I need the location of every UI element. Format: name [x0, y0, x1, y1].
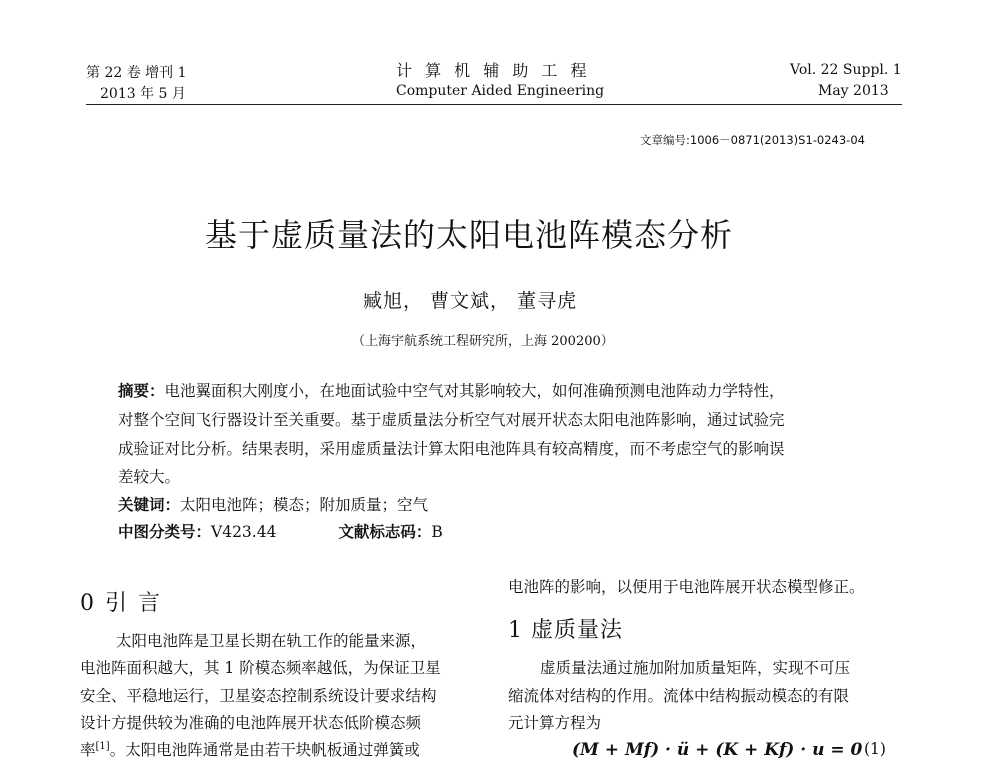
article-number: 文章编号:1006－0871(2013)S1-0243-04: [640, 133, 865, 147]
journal-date-en: May 2013: [818, 83, 889, 99]
section-0-line-5: [80, 738, 420, 760]
journal-volume-en: Vol. 22 Suppl. 1: [790, 62, 902, 78]
header-rule: [86, 104, 902, 105]
doc-code-label: 文献标志码：: [338, 523, 432, 541]
section-0-heading: 0 引 言: [80, 591, 162, 616]
section-0-line-5-end: 。太阳电池阵通常是由若干块帆板通过弹簧或: [109, 741, 420, 759]
keywords-text: 太阳电池阵；模态；附加质量；空气: [180, 496, 429, 514]
paper-title: 基于虚质量法的太阳电池阵模态分析: [205, 216, 734, 254]
keywords-label: 关键词：: [118, 496, 181, 514]
journal-name-en: Computer Aided Engineering: [396, 83, 605, 99]
equation-1: (M + Mf) · ü + (K + Kf) · u = 0: [572, 740, 863, 760]
abstract-label: 摘要：: [118, 382, 165, 400]
section-0-line-2: 电池阵面积越大，其 1 阶模态频率越低，为保证卫星: [80, 659, 441, 677]
abstract-text-2: 对整个空间飞行器设计至关重要。基于虚质量法分析空气对展开状态太阳电池阵影响，通过试验完: [118, 411, 785, 429]
journal-name-cn: 计 算 机 辅 助 工 程: [396, 61, 591, 80]
section-1-line-1: 虚质量法通过施加附加质量矩阵，实现不可压: [540, 659, 851, 677]
abstract-line: [118, 379, 785, 401]
classification-line: [118, 520, 443, 542]
journal-date: 2013 年 5 月: [100, 86, 186, 102]
classification-label: 中图分类号：: [118, 523, 212, 541]
section-0-line-3: 安全、平稳地运行，卫星姿态控制系统设计要求结构: [80, 687, 437, 705]
section-1-line-3: 元计算方程为: [508, 714, 602, 732]
section-0-line-4: 设计方提供较为准确的电池阵展开状态低阶模态频: [80, 714, 422, 732]
section-1-heading: 1 虚质量法: [508, 618, 623, 643]
classification-value: V423.44: [211, 523, 277, 541]
section-0-line-1: 太阳电池阵是卫星长期在轨工作的能量来源，: [116, 632, 427, 650]
affiliation: （上海宇航系统工程研究所，上海 200200）: [352, 334, 614, 349]
section-0-line-5-start: 率: [80, 741, 96, 759]
section-1-line-2: 缩流体对结构的作用。流体中结构振动模态的有限: [508, 687, 850, 705]
abstract-text-3: 成验证对比分析。结果表明，采用虚质量法计算太阳电池阵具有较高精度，而不考虑空气的影响误: [118, 440, 785, 458]
keywords-line: [118, 493, 428, 515]
abstract-text-1: 电池翼面积大刚度小，在地面试验中空气对其影响较大，如何准确预测电池阵动力学特性，: [164, 382, 785, 400]
author-list: 臧旭， 曹文斌， 董寻虎: [363, 290, 578, 312]
equation-1-number: (1): [864, 740, 886, 758]
doc-code-value: B: [431, 523, 443, 541]
journal-volume: 第 22 卷 增刊 1: [86, 65, 187, 81]
citation-1[interactable]: [1]: [95, 740, 110, 752]
abstract-text-4: 差较大。: [118, 468, 181, 486]
right-col-top-line: 电池阵的影响，以便用于电池阵展开状态模型修正。: [508, 578, 865, 596]
